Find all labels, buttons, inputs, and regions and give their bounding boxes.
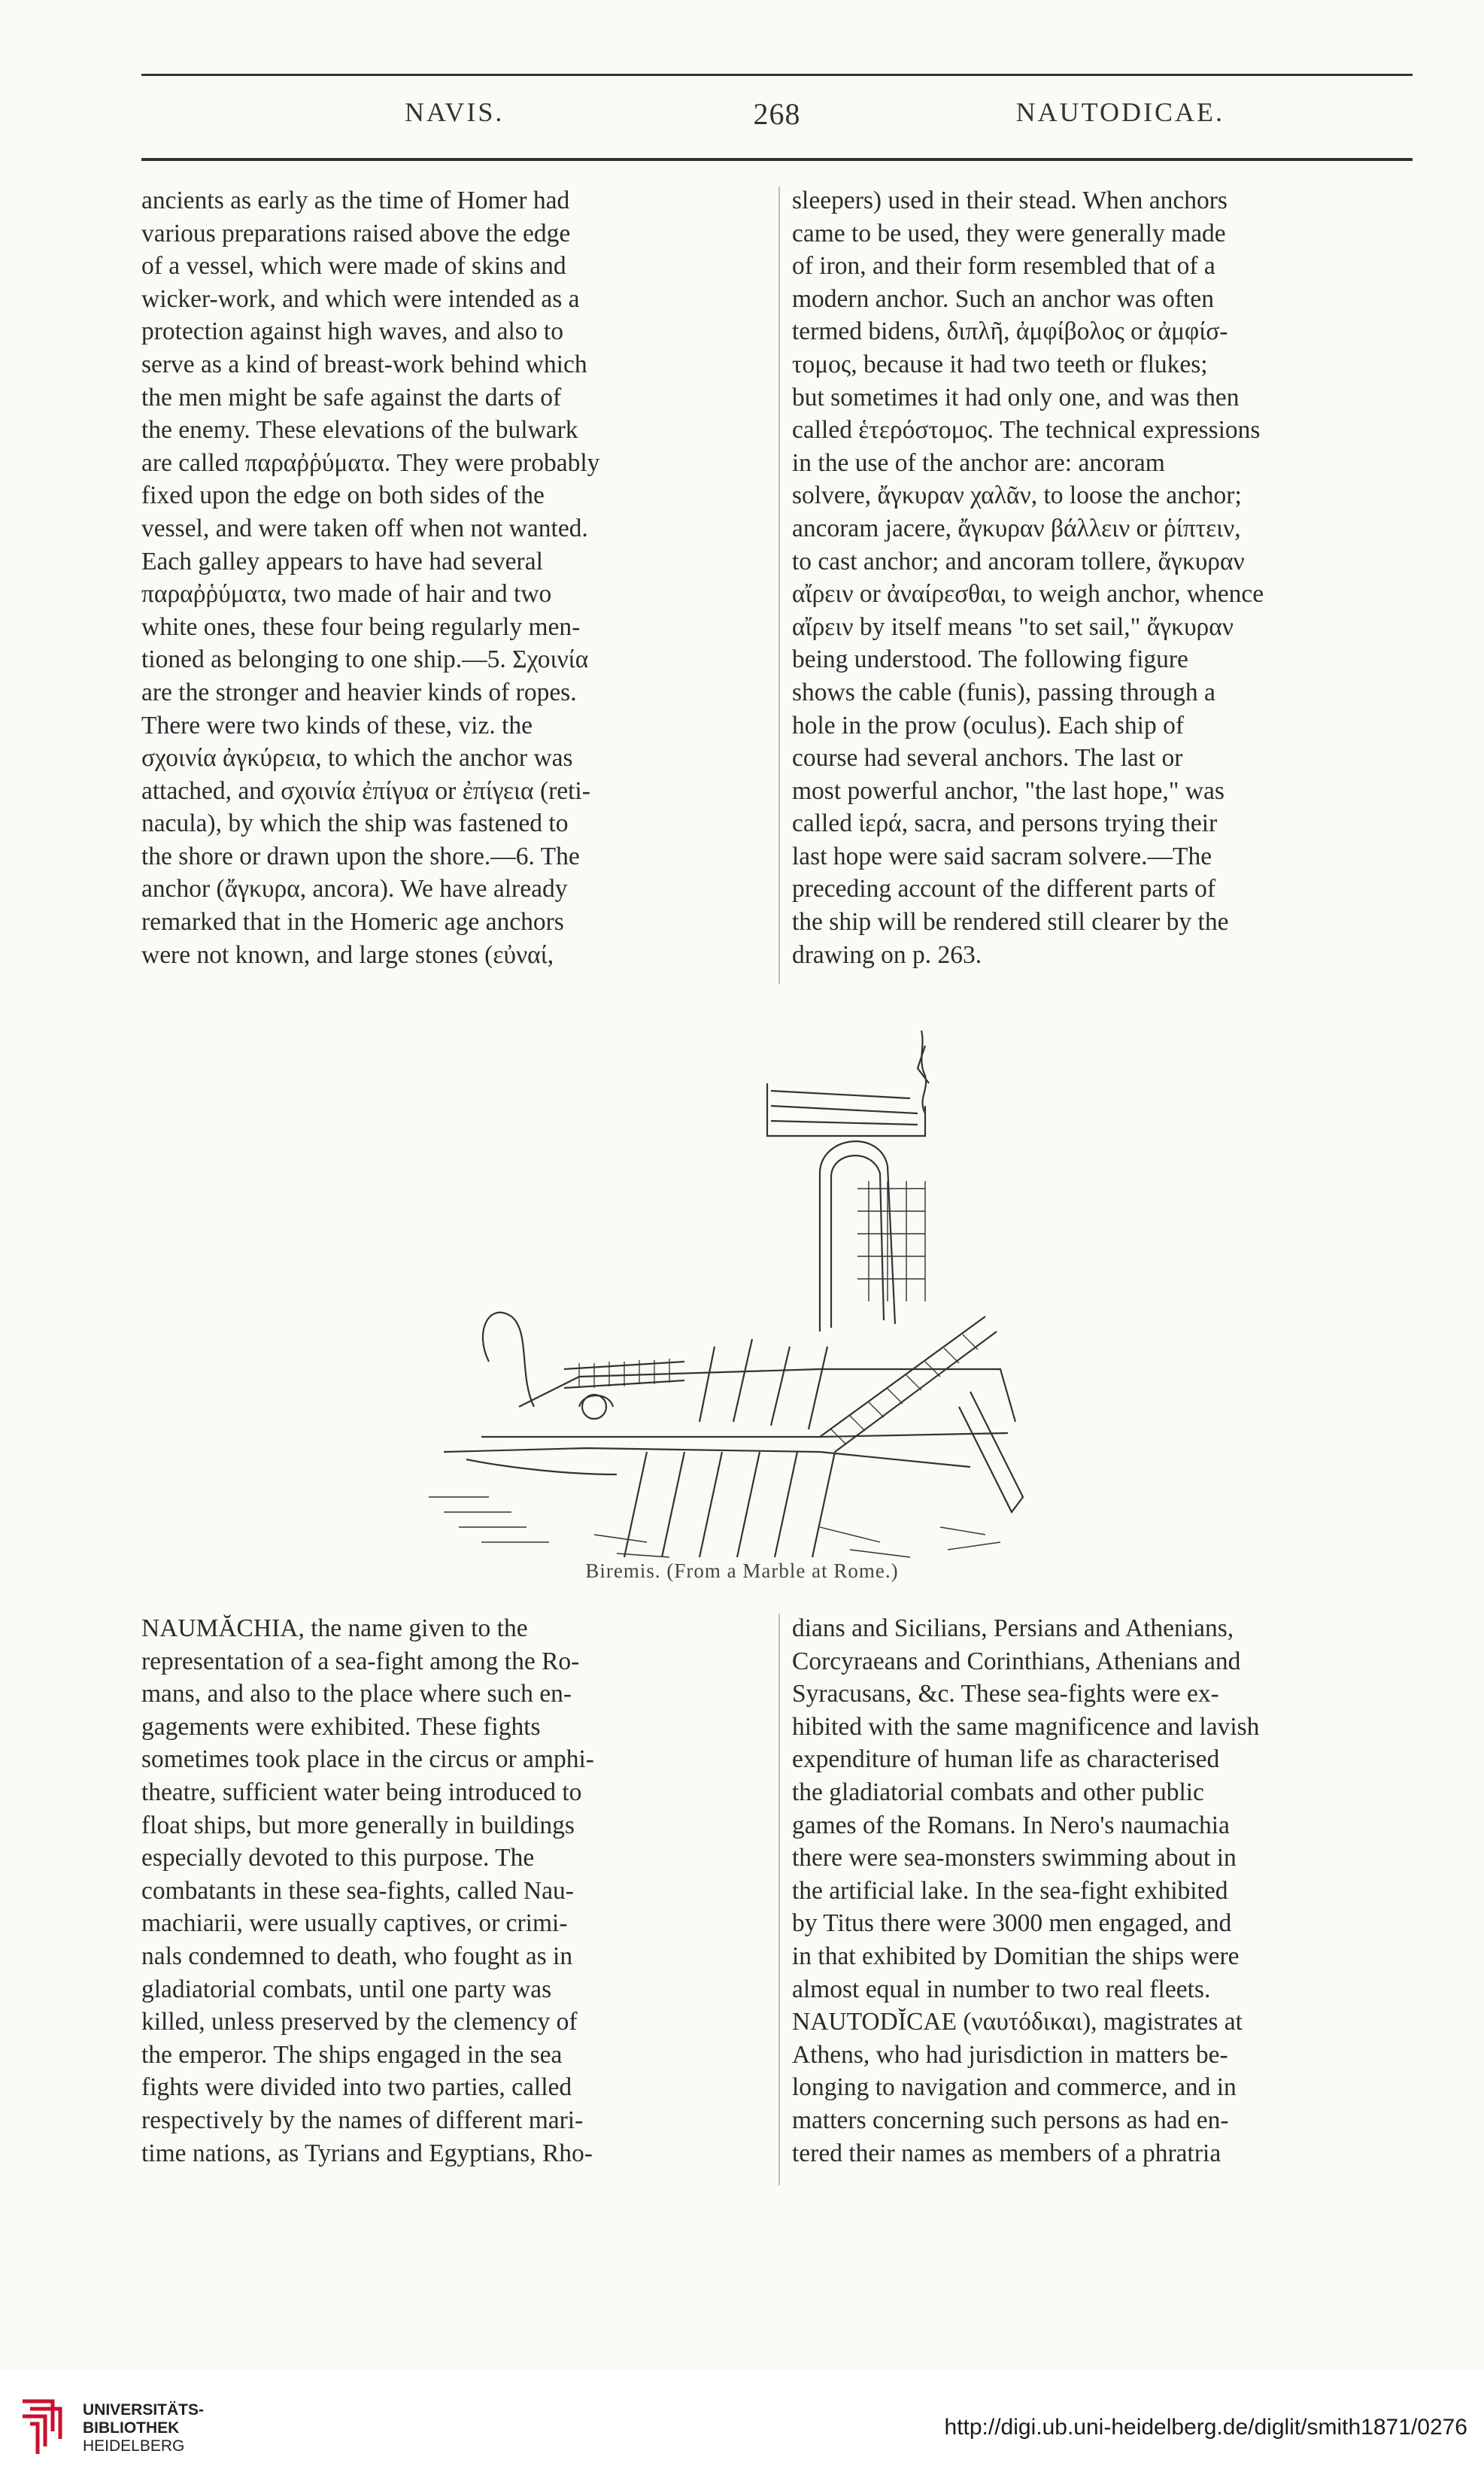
text-line: solvere, ἄγκυραν χαλᾶν, to loose the anchor; — [792, 481, 1242, 510]
text-line: almost equal in number to two real fleets. — [792, 1975, 1211, 2003]
text-line: in the use of the anchor are: ancoram — [792, 448, 1165, 477]
text-line: the men might be safe against the darts of — [141, 383, 562, 411]
text-line: termed bidens, διπλῆ, ἀμφίβολος or ἀμφίσ- — [792, 317, 1228, 346]
running-head-right: NAUTODICAE. — [1015, 97, 1225, 127]
text-line: preceding account of the different parts of — [792, 875, 1216, 903]
stern-aplustre — [921, 1031, 926, 1113]
text-line: modern anchor. Such an anchor was often — [792, 284, 1214, 313]
text-line: of a vessel, which were made of skins and — [141, 252, 566, 281]
text-line: shows the cable (funis), passing through a — [792, 678, 1215, 706]
hull-keel — [444, 1448, 970, 1467]
upper-right-column — [792, 184, 1413, 971]
text-line: were not known, and large stones (εὐναί, — [141, 940, 554, 969]
text-line: the enemy. These elevations of the bulwark — [141, 416, 578, 445]
lower-left-column — [141, 1612, 766, 2170]
prow — [483, 1313, 534, 1407]
text-line: serve as a kind of breast-work behind which — [141, 350, 587, 378]
text-line: various preparations raised above the edge — [141, 219, 571, 247]
text-line: NAUTODĬCAE (ναυτόδικαι), magistrates at — [792, 2008, 1243, 2036]
text-line: the emperor. The ships engaged in the sea — [141, 2040, 563, 2069]
text-line: nals condemned to death, who fought as in — [141, 1942, 573, 1970]
text-line: expenditure of human life as characterised — [792, 1745, 1220, 1774]
text-line: NAUMĂCHIA, the name given to the — [141, 1614, 528, 1642]
text-line: there were sea-monsters swimming about in — [792, 1844, 1237, 1872]
text-line: There were two kinds of these, viz. the — [141, 711, 533, 739]
text-line: time nations, as Tyrians and Egyptians, Rho- — [141, 2139, 593, 2167]
text-line: killed, unless preserved by the clemency of — [141, 2008, 578, 2036]
text-line: to cast anchor; and ancoram tollere, ἄγκυραν — [792, 547, 1245, 575]
library-name-line3: HEIDELBERG — [83, 2437, 185, 2455]
digital-library-url[interactable]: http://digi.ub.uni-heidelberg.de/diglit/smith1871/0276 — [944, 2415, 1467, 2440]
text-line: longing to navigation and commerce, and in — [792, 2073, 1237, 2102]
running-head — [141, 96, 1413, 141]
text-line: respectively by the names of different mari- — [141, 2106, 584, 2134]
text-line: float ships, but more generally in buildings — [141, 1811, 575, 1839]
text-line: are the stronger and heavier kinds of ropes. — [141, 678, 577, 706]
text-line: especially devoted to this purpose. The — [141, 1844, 535, 1872]
text-line: called ἑτερόστομος. The technical expressions — [792, 416, 1261, 445]
text-line: wicker-work, and which were intended as a — [141, 284, 580, 313]
text-line: tered their names as members of a phratria — [792, 2139, 1221, 2167]
text-line: machiarii, were usually captives, or crimi- — [141, 1909, 568, 1938]
text-line: protection against high waves, and also to — [141, 317, 563, 346]
text-line: drawing on p. 263. — [792, 940, 982, 969]
text-line: nacula), by which the ship was fastened to — [141, 809, 569, 838]
heidelberg-library-logo-icon — [15, 2386, 71, 2461]
text-line: vessel, and were taken off when not wanted. — [141, 514, 588, 542]
text-line: remarked that in the Homeric age anchors — [141, 908, 564, 937]
text-line: but sometimes it had only one, and was then — [792, 383, 1240, 411]
header-top-rule — [141, 74, 1413, 76]
text-line: Syracusans, &c. These sea-fights were ex- — [792, 1680, 1219, 1708]
column-divider — [778, 187, 780, 984]
header-bottom-rule — [141, 158, 1413, 161]
text-line: gagements were exhibited. These fights — [141, 1712, 541, 1741]
text-line: the ship will be rendered still clearer by the — [792, 908, 1229, 937]
biremis-figure — [399, 1016, 1151, 1572]
text-line: are called παραῤῥύματα. They were probably — [141, 448, 600, 477]
text-line: tioned as belonging to one ship.—5. Σχοινία — [141, 645, 589, 674]
text-line: called ἱερά, sacra, and persons trying their — [792, 809, 1218, 838]
text-line: anchor (ἄγκυρα, ancora). We have already — [141, 875, 568, 903]
text-line: most powerful anchor, "the last hope," was — [792, 776, 1225, 805]
text-line: sleepers) used in their stead. When anchors — [792, 187, 1228, 214]
text-line: Athens, who had jurisdiction in matters be- — [792, 2040, 1228, 2069]
text-line: representation of a sea-fight among the Ro- — [141, 1647, 580, 1675]
ladder-mast — [820, 1316, 985, 1437]
lower-right-column — [792, 1612, 1413, 2170]
running-head-left: NAVIS. — [405, 97, 505, 127]
text-line: fights were divided into two parties, called — [141, 2073, 572, 2102]
text-line: matters concerning such persons as had en- — [792, 2106, 1229, 2134]
library-name — [83, 2401, 204, 2455]
text-line: Each galley appears to have had several — [141, 547, 543, 575]
text-line: the shore or drawn upon the shore.—6. The — [141, 842, 580, 870]
text-line: attached, and σχοινία ἐπίγυα or ἐπίγεια (reti- — [141, 776, 590, 805]
rudder — [959, 1392, 1023, 1512]
text-line: αἴρειν by itself means "to set sail," ἄγκυραν — [792, 612, 1234, 641]
figure-caption: Biremis. (From a Marble at Rome.) — [585, 1559, 899, 1582]
text-line: came to be used, they were generally made — [792, 219, 1226, 247]
text-line: ancoram jacere, ἄγκυραν βάλλειν or ῥίπτειν, — [792, 514, 1241, 542]
text-line: being understood. The following figure — [792, 645, 1188, 674]
text-line: τομος, because it had two teeth or flukes; — [792, 350, 1208, 378]
text-line: Corcyraeans and Corinthians, Athenians and — [792, 1647, 1241, 1675]
text-line: dians and Sicilians, Persians and Athenians, — [792, 1614, 1234, 1642]
text-line: hibited with the same magnificence and lavish — [792, 1712, 1260, 1741]
text-line: games of the Romans. In Nero's naumachia — [792, 1811, 1230, 1839]
text-line: fixed upon the edge on both sides of the — [141, 481, 545, 510]
text-line: the gladiatorial combats and other public — [792, 1778, 1204, 1806]
text-line: hole in the prow (oculus). Each ship of — [792, 711, 1184, 739]
upper-left-column — [141, 184, 766, 971]
text-line: combatants in these sea-fights, called Nau- — [141, 1876, 574, 1905]
page-number: 268 — [753, 97, 801, 131]
library-footer — [0, 2370, 1484, 2478]
text-line: by Titus there were 3000 men engaged, and — [792, 1909, 1232, 1938]
library-name-line2: BIBLIOTHEK — [83, 2419, 180, 2437]
text-line: white ones, these four being regularly men- — [141, 612, 581, 641]
text-line: sometimes took place in the circus or amphi- — [141, 1745, 594, 1774]
text-line: in that exhibited by Domitian the ships were — [792, 1942, 1240, 1970]
text-line: mans, and also to the place where such en- — [141, 1680, 572, 1708]
text-line: of iron, and their form resembled that of a — [792, 252, 1215, 281]
text-line: last hope were said sacram solvere.—The — [792, 842, 1212, 870]
column-divider — [778, 1614, 780, 2185]
text-line: ancients as early as the time of Homer had — [141, 187, 570, 214]
library-name-line1: UNIVERSITÄTS- — [83, 2401, 205, 2419]
text-line: course had several anchors. The last or — [792, 744, 1183, 773]
text-line: σχοινία ἀγκύρεια, to which the anchor was — [141, 744, 573, 773]
text-line: παραῤῥύματα, two made of hair and two — [141, 580, 552, 609]
text-line: theatre, sufficient water being introduced to — [141, 1778, 582, 1806]
text-line: αἴρειν or ἀναίρεσθαι, to weigh anchor, whence — [792, 580, 1264, 609]
text-line: gladiatorial combats, until one party was — [141, 1975, 552, 2003]
text-line: the artificial lake. In the sea-fight exhibited — [792, 1876, 1228, 1905]
biremis-illustration — [399, 1016, 1151, 1572]
